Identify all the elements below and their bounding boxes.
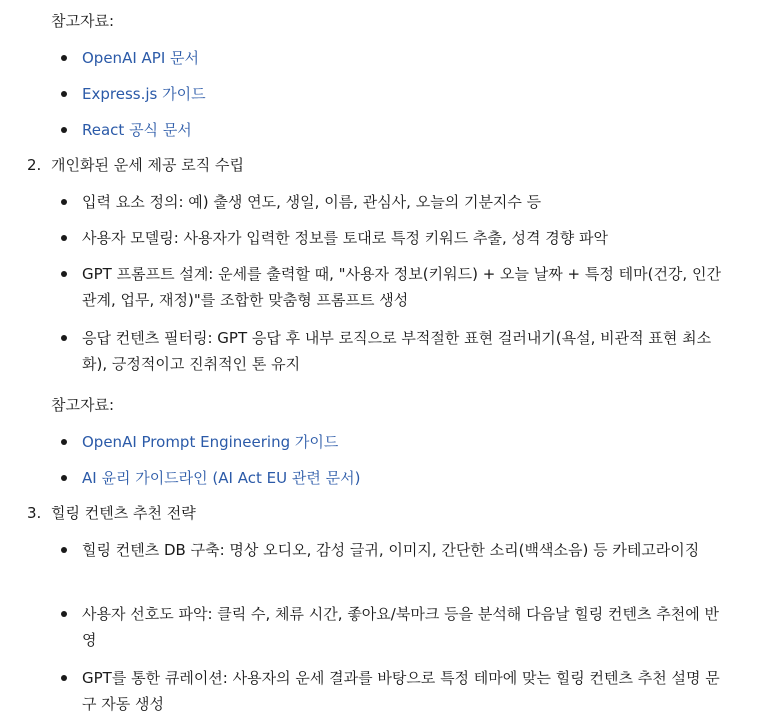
bullet-icon <box>61 547 67 553</box>
bullet-icon <box>61 271 67 277</box>
bullet-icon <box>61 611 67 617</box>
list-item-text: 사용자 선호도 파악: 클릭 수, 체류 시간, 좋아요/북마크 등을 분석해 다음날 힐링 컨텐츠 추천에 반영 <box>82 605 720 649</box>
list-item-text: 입력 요소 정의: 예) 출생 연도, 생일, 이름, 관심사, 오늘의 기분지수 등 <box>82 193 542 211</box>
bullet-icon <box>61 675 67 681</box>
references-label: 참고자료: <box>51 12 115 30</box>
list-item-text: GPT를 통한 큐레이션: 사용자의 운세 결과를 바탕으로 특정 테마에 맞는 힐링 컨텐츠 추천 설명 문구 자동 생성 <box>82 669 720 713</box>
link-react-docs[interactable]: React 공식 문서 <box>82 121 192 139</box>
link-openai-api-docs[interactable]: OpenAI API 문서 <box>82 49 199 67</box>
link-ai-ethics-guidelines[interactable]: AI 윤리 가이드라인 (AI Act EU 관련 문서) <box>82 469 361 487</box>
section-title: 개인화된 운세 제공 로직 수립 <box>51 156 244 174</box>
section-title: 힐링 컨텐츠 추천 전략 <box>51 504 196 522</box>
link-express-guide[interactable]: Express.js 가이드 <box>82 85 206 103</box>
references-label: 참고자료: <box>51 396 115 414</box>
bullet-icon <box>61 235 67 241</box>
section-number: 3. <box>27 504 42 522</box>
bullet-icon <box>61 439 67 445</box>
list-item-text: 힐링 컨텐츠 DB 구축: 명상 오디오, 감성 글귀, 이미지, 간단한 소리(백색소음) 등 카테고라이징 <box>82 541 700 559</box>
bullet-icon <box>61 127 67 133</box>
bullet-icon <box>61 475 67 481</box>
list-item-text: 응답 컨텐츠 필터링: GPT 응답 후 내부 로직으로 부적절한 표현 걸러내기(욕설, 비관적 표현 최소화), 긍정적이고 진취적인 톤 유지 <box>82 329 712 373</box>
list-item-text: 사용자 모델링: 사용자가 입력한 정보를 토대로 특정 키워드 추출, 성격 경향 파악 <box>82 229 608 247</box>
list-item-text: GPT 프롬프트 설계: 운세를 출력할 때, "사용자 정보(키워드) + 오늘 날짜 + 특정 테마(건강, 인간관계, 업무, 재정)"를 조합한 맞춤형 프롬프트 생성 <box>82 265 721 309</box>
bullet-icon <box>61 91 67 97</box>
bullet-icon <box>61 199 67 205</box>
bullet-icon <box>61 335 67 341</box>
bullet-icon <box>61 55 67 61</box>
section-number: 2. <box>27 156 42 174</box>
link-prompt-engineering-guide[interactable]: OpenAI Prompt Engineering 가이드 <box>82 433 339 451</box>
